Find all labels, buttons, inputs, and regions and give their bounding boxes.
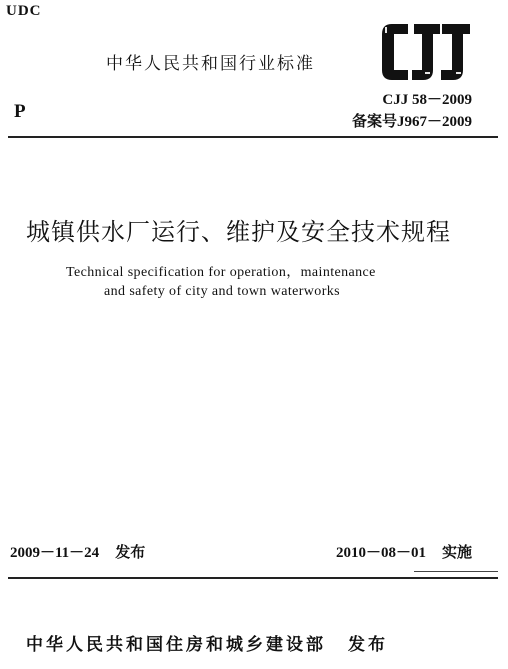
cjj-logo-graphic — [378, 20, 474, 84]
category-letter: P — [14, 101, 26, 122]
effective-label: 实施 — [441, 543, 472, 561]
issuer-name: 中华人民共和国住房和城乡建设部 — [26, 635, 326, 655]
issue-date-block — [10, 541, 145, 562]
title-english-line2: and safety of city and town waterworks — [104, 284, 341, 299]
footer-divider — [8, 577, 498, 579]
issuer-action: 发布 — [348, 635, 388, 655]
footer-short-rule — [414, 571, 498, 572]
issuer-block — [26, 630, 388, 655]
title-chinese: 城镇供水厂运行、维护及安全技术规程 — [26, 218, 451, 246]
cjj-logo — [378, 20, 474, 84]
filing-number: 备案号J967－2009 — [351, 114, 472, 130]
effective-date: 2010－08－01 — [335, 545, 426, 561]
udc-label: UDC — [6, 3, 42, 19]
header-divider — [8, 136, 498, 138]
logo-text — [378, 20, 379, 21]
standard-code: CJJ 58－2009 — [382, 92, 472, 108]
title-english-line1: Technical specification for operation，maintenance — [66, 265, 376, 280]
standard-type: 中华人民共和国行业标准 — [106, 54, 315, 74]
issue-date: 2009－11－24 — [10, 545, 100, 561]
effective-date-block — [336, 541, 472, 562]
issue-label: 发布 — [115, 543, 146, 561]
